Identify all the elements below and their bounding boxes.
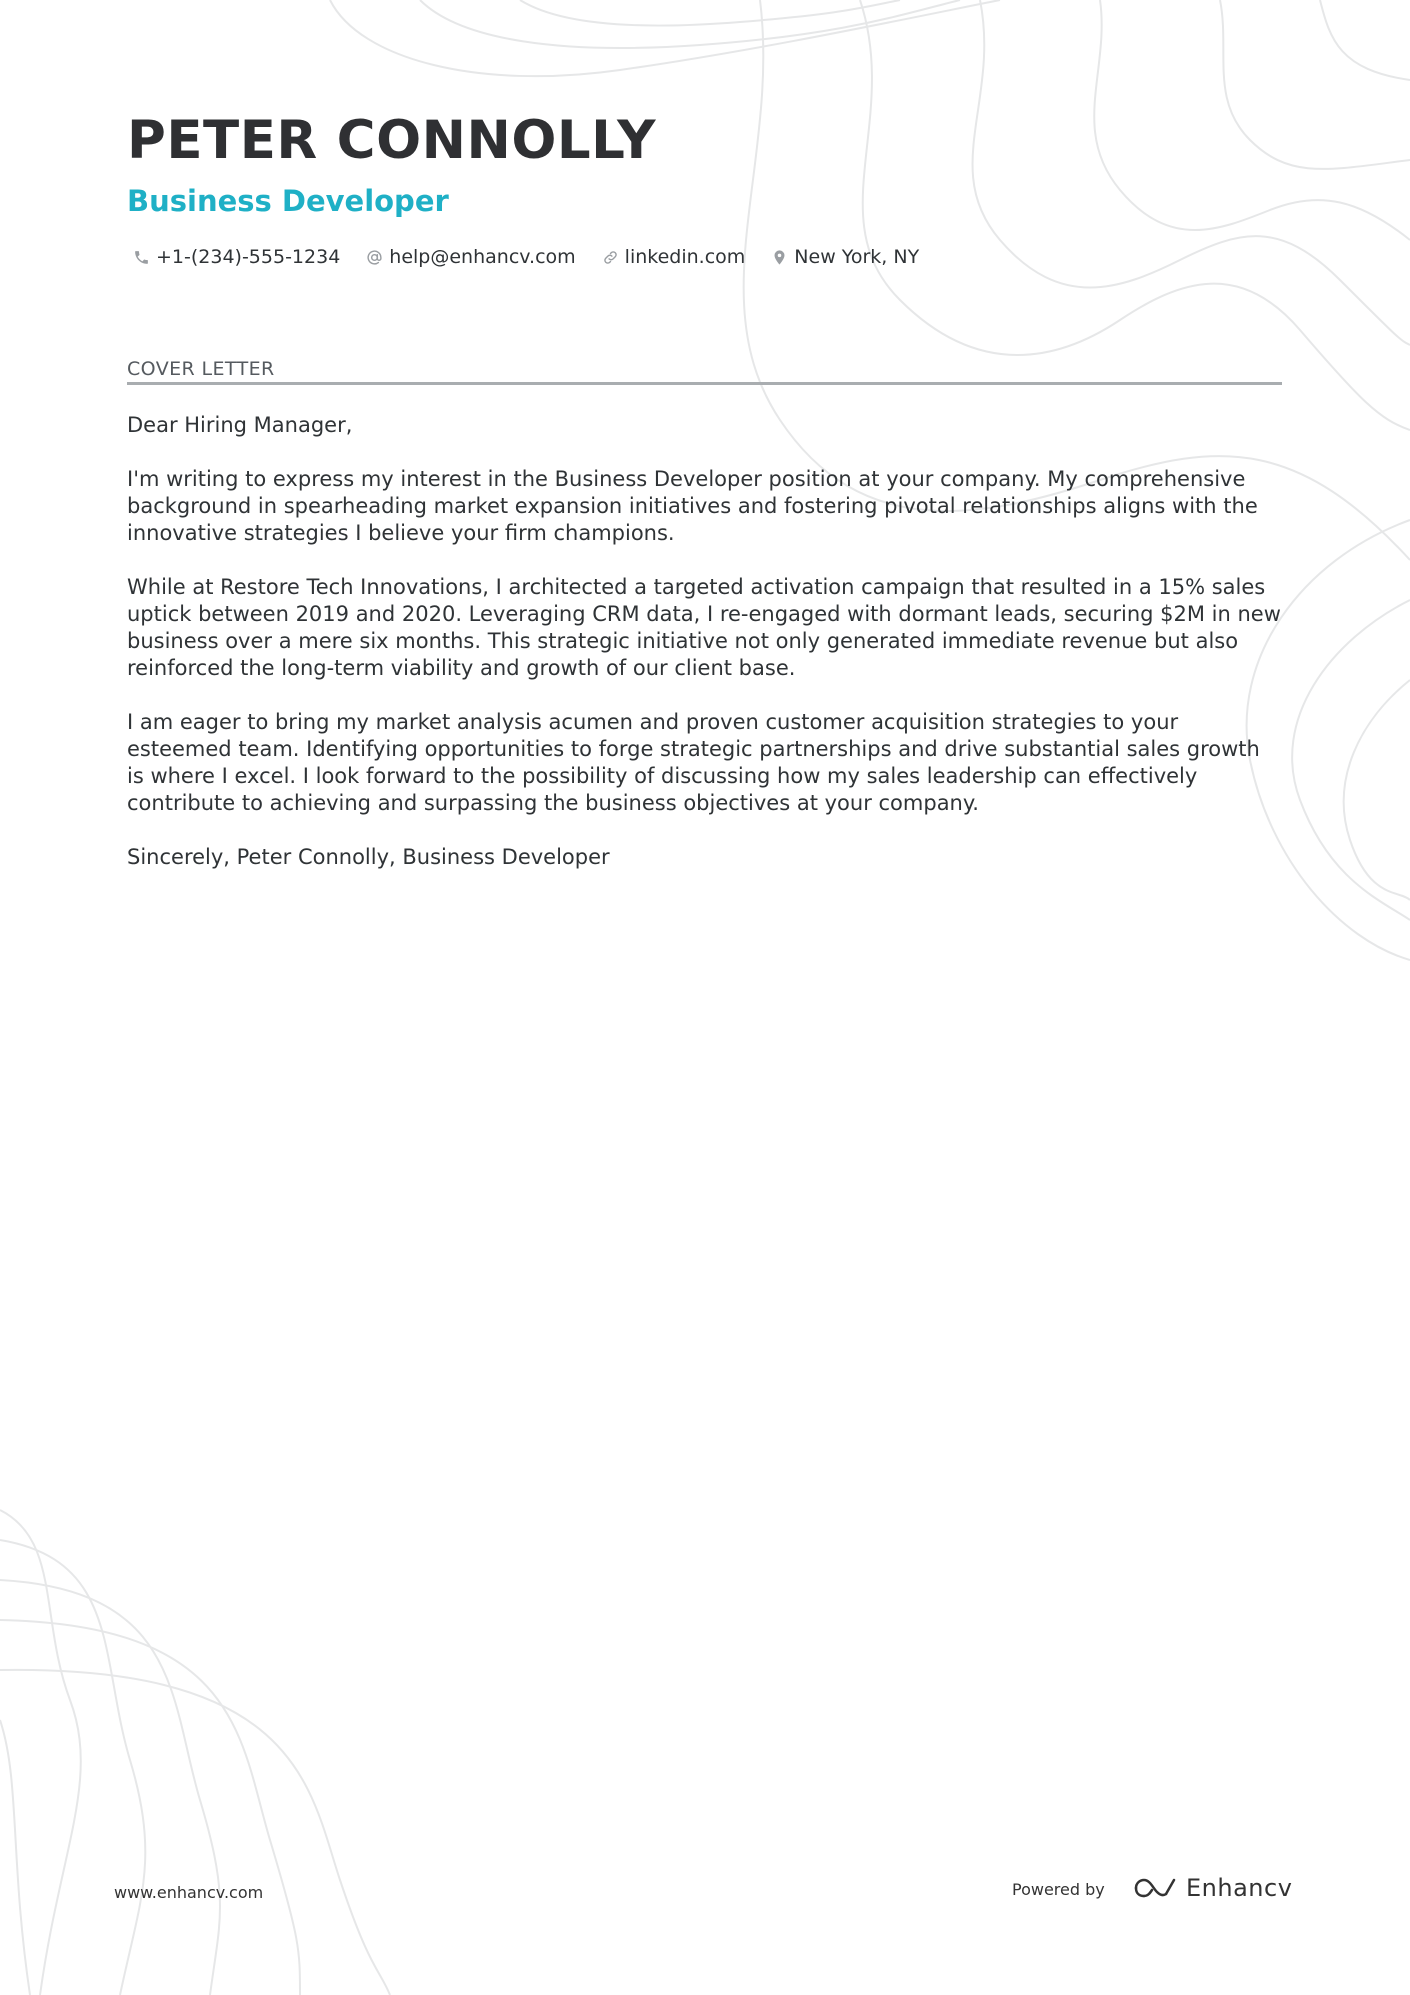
letter-greeting: Dear Hiring Manager, (127, 413, 353, 437)
contact-linkedin[interactable] (602, 246, 746, 268)
section-title-cover-letter: COVER LETTER (127, 358, 275, 380)
letter-closing: Sincerely, Peter Connolly, Business Developer (127, 845, 610, 869)
contact-email[interactable] (366, 246, 575, 268)
contact-phone-text: +1-(234)-555-1234 (156, 246, 341, 268)
footer-website-link[interactable]: www.enhancv.com (114, 1883, 264, 1902)
letter-paragraph-1: I'm writing to express my interest in the Business Developer position at your company. My comprehensive background in spearheading market expansion initiatives and fostering pivotal relationships aligns with the innovative strategies I believe your firm champions. (127, 467, 1258, 545)
location-pin-icon (771, 249, 788, 266)
letter-body (127, 412, 1282, 898)
contact-linkedin-text: linkedin.com (624, 246, 746, 268)
contact-phone[interactable] (133, 246, 340, 268)
enhancv-logo-icon (1132, 1875, 1178, 1901)
footer-powered-by: Powered by (1012, 1880, 1105, 1899)
contact-email-text: help@enhancv.com (389, 246, 576, 268)
at-icon (366, 249, 383, 266)
contact-location (771, 246, 919, 268)
job-title: Business Developer (127, 184, 449, 218)
contact-location-text: New York, NY (794, 246, 920, 268)
footer-brand-name: Enhancv (1186, 1874, 1293, 1902)
section-divider (127, 382, 1282, 385)
link-icon (602, 249, 619, 266)
letter-paragraph-2: While at Restore Tech Innovations, I architected a targeted activation campaign that resulted in a 15% sales uptick between 2019 and 2020. Leveraging CRM data, I re-engaged with dormant leads, securing $2M in new business over a mere six months. This strategic initiative not only generated immediate revenue but also reinforced the long-term viability and growth of our client base. (127, 575, 1281, 680)
letter-paragraph-3: I am eager to bring my market analysis acumen and proven customer acquisition strategies to your esteemed team. Identifying opportunities to forge strategic partnerships and drive substantial sales growth is where I excel. I look forward to the possibility of discussing how my sales leadership can effectively contribute to achieving and surpassing the business objectives at your company. (127, 710, 1260, 815)
phone-icon (133, 249, 150, 266)
footer-brand-logo[interactable] (1132, 1874, 1292, 1902)
candidate-name: PETER CONNOLLY (127, 110, 657, 171)
contact-bar (133, 246, 945, 268)
